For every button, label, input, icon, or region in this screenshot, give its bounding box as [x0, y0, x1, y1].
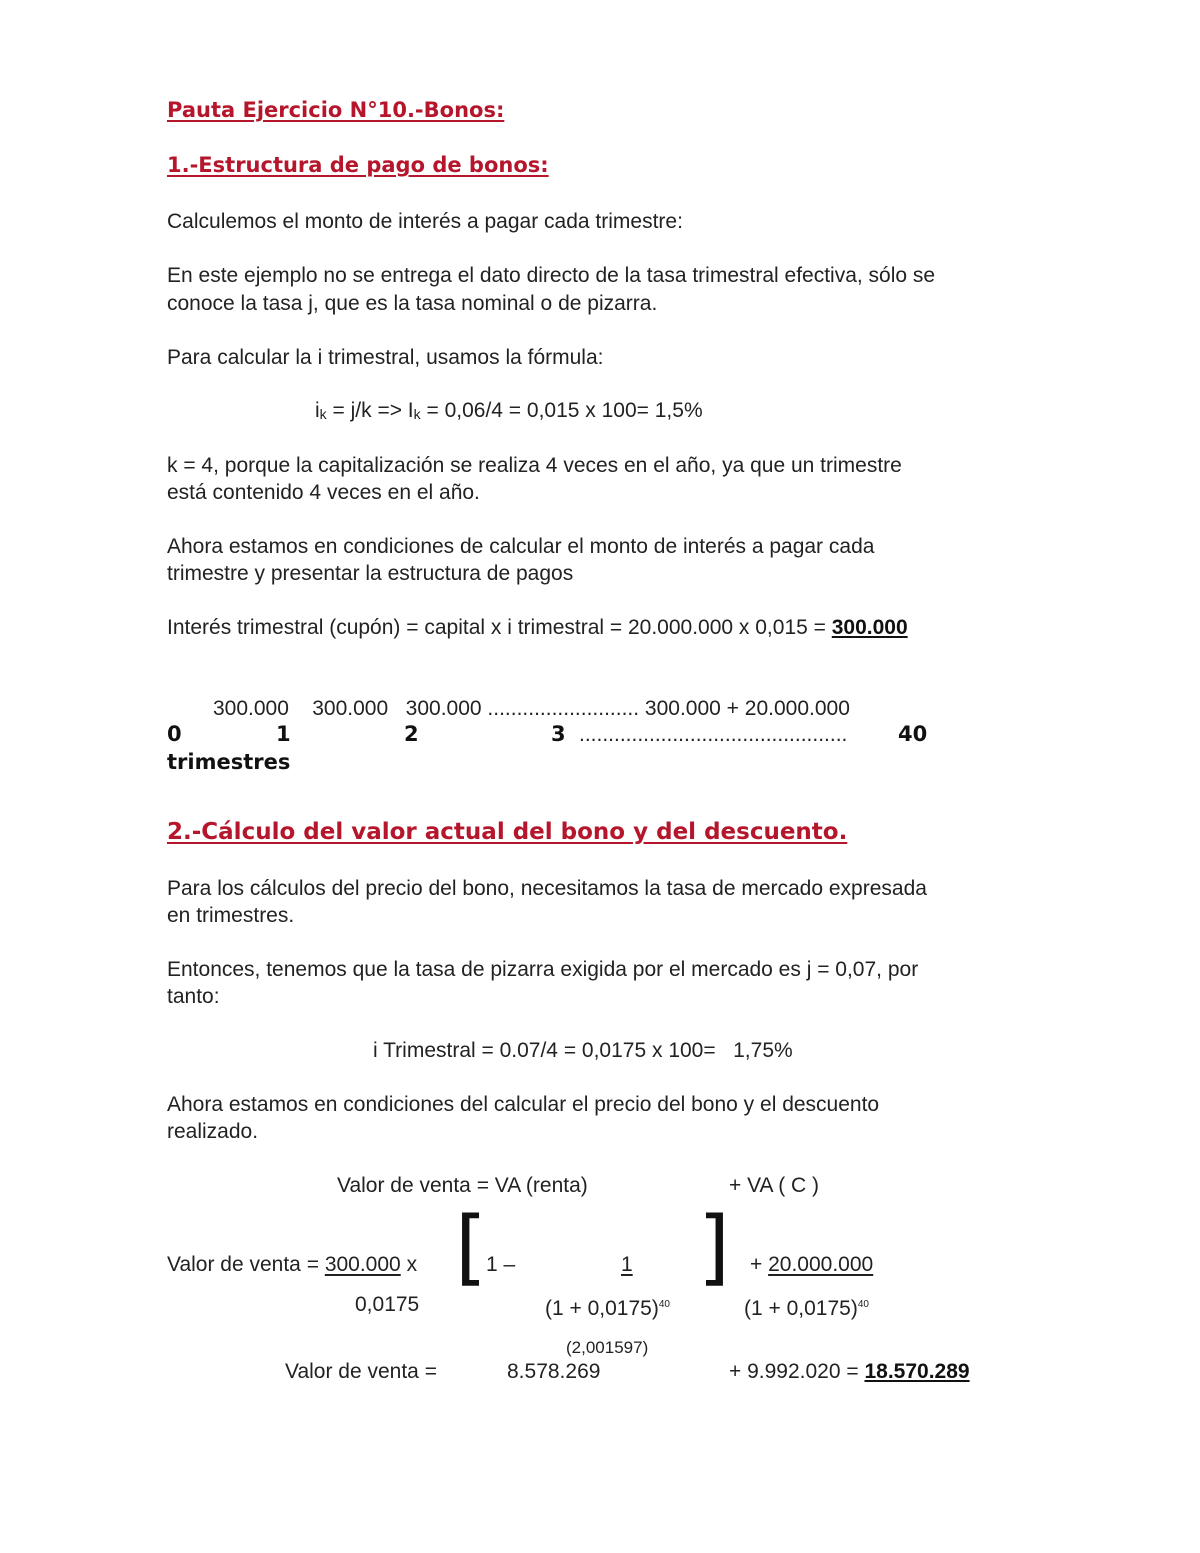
section1-paragraph-4-line-2: está contenido 4 veces en el año.	[167, 481, 480, 504]
formula-middle: = j/k => I	[326, 399, 414, 422]
equation-2-capital-term	[750, 1251, 873, 1279]
section1-paragraph-5-line-1: Ahora estamos en condiciones de calcular el monto de interés a pagar cada	[167, 535, 875, 558]
timeline-period-40: 40	[898, 722, 928, 746]
result-total-line	[729, 1358, 970, 1386]
section1-paragraph-2-line-2: conoce la tasa j, que es la tasa nominal o de pizarra.	[167, 292, 658, 315]
result-va-renta: 8.578.269	[507, 1360, 601, 1383]
close-bracket: ]	[698, 1200, 730, 1295]
timeline-payments: 300.000 300.000 300.000 .......................... 300.000 + 20.000.000	[213, 697, 850, 720]
section2-paragraph-3-line-2: realizado.	[167, 1120, 259, 1143]
section1-paragraph-4-line-1: k = 4, porque la capitalización se realiza 4 veces en el año, ya que un trimestre	[167, 454, 902, 477]
equation-2-plus: +	[750, 1253, 769, 1276]
timeline-dots: ..............................................	[579, 723, 848, 746]
coupon-value: 300.000	[831, 616, 908, 639]
timeline-period-3: 3	[551, 722, 566, 746]
section1-paragraph-3: Para calcular la i trimestral, usamos la fórmula:	[167, 346, 604, 369]
section2-heading: 2.-Cálculo del valor actual del bono y del descuento.	[167, 819, 848, 845]
equation-2-coupon: 300.000	[324, 1253, 401, 1276]
formula-subscript-k: k	[319, 406, 327, 422]
section1-paragraph-5-line-2: trimestre y presentar la estructura de pagos	[167, 562, 574, 585]
formula-rest: = 0,06/4 = 0,015 x 100= 1,5%	[420, 399, 703, 422]
quarterly-rate-formula	[315, 397, 703, 428]
equation-2-one-minus: 1 –	[486, 1253, 516, 1276]
market-rate-formula: i Trimestral = 0.07/4 = 0,0175 x 100= 1,75%	[373, 1039, 793, 1062]
section1-heading: 1.-Estructura de pago de bonos:	[167, 153, 549, 177]
section1-paragraph-2-line-1: En este ejemplo no se entrega el dato directo de la tasa trimestral efectiva, sólo se	[167, 264, 936, 287]
section2-paragraph-1-line-1: Para los cálculos del precio del bono, necesitamos la tasa de mercado expresada	[167, 877, 927, 900]
denominator-annuity-base: (1 + 0,0175)	[545, 1297, 659, 1320]
equation-2-numerator-one: 1	[621, 1253, 633, 1276]
section2-paragraph-2-line-1: Entonces, tenemos que la tasa de pizarra exigida por el mercado es j = 0,07, por	[167, 958, 919, 981]
equation-2-times: x	[400, 1253, 418, 1276]
section2-paragraph-1-line-2: en trimestres.	[167, 904, 295, 927]
denominator-annuity-exponent: 40	[658, 1299, 670, 1310]
denominator-rate: 0,0175	[355, 1293, 420, 1316]
compound-factor: (2,001597)	[566, 1338, 649, 1357]
equation-2-left	[167, 1251, 417, 1279]
result-rest: + 9.992.020 =	[729, 1360, 865, 1383]
timeline-period-0: 0	[167, 722, 182, 746]
section2-paragraph-2-line-2: tanto:	[167, 985, 220, 1008]
equation-2-label: Valor de venta =	[167, 1253, 325, 1276]
timeline-period-2: 2	[404, 722, 419, 746]
denominator-annuity	[545, 1291, 670, 1323]
denominator-capital-exponent: 40	[857, 1299, 869, 1310]
equation-1-right: + VA ( C )	[729, 1174, 820, 1197]
denominator-capital	[744, 1291, 869, 1323]
result-label: Valor de venta =	[285, 1360, 437, 1383]
open-bracket: [	[455, 1200, 487, 1295]
timeline-period-1: 1	[276, 722, 291, 746]
result-total: 18.570.289	[864, 1360, 970, 1383]
denominator-capital-base: (1 + 0,0175)	[744, 1297, 858, 1320]
document-title: Pauta Ejercicio N°10.-Bonos:	[167, 98, 505, 122]
timeline-unit: trimestres	[167, 750, 291, 774]
equation-1-left: Valor de venta = VA (renta)	[337, 1174, 588, 1197]
formula-i: i	[315, 399, 320, 422]
equation-2-capital: 20.000.000	[768, 1253, 874, 1276]
section2-paragraph-3-line-1: Ahora estamos en condiciones del calcular el precio del bono y el descuento	[167, 1093, 880, 1116]
formula-subscript-k-2: k	[413, 406, 421, 422]
coupon-text: Interés trimestral (cupón) = capital x i trimestral = 20.000.000 x 0,015 =	[167, 616, 832, 639]
section1-paragraph-1: Calculemos el monto de interés a pagar cada trimestre:	[167, 210, 683, 233]
coupon-calculation	[167, 614, 908, 642]
